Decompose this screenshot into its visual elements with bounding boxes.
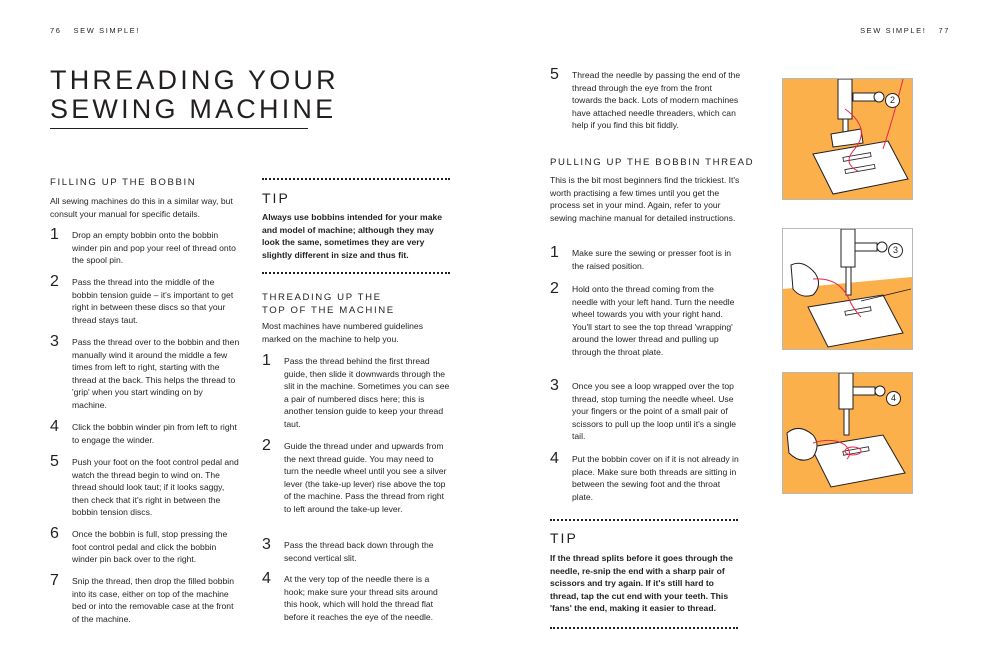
step-text: Pass the thread behind the first thread guide, then slide it downwards through the slit in the machine. Sometimes you can see a pair of numbered discs here; this is another tension guide to keep your thread taut.: [284, 356, 450, 429]
bobbin-heading: FILLING UP THE BOBBIN: [50, 177, 197, 188]
title-line-1: THREADING YOUR: [50, 65, 339, 95]
step-number: 3: [550, 377, 559, 394]
step-text: Pass the thread back down through the second vertical slit.: [284, 540, 434, 563]
step-number: 2: [50, 273, 59, 290]
step-number: 3: [50, 333, 59, 350]
bobbin-thread-heading: PULLING UP THE BOBBIN THREAD: [550, 157, 755, 168]
step-text: Drop an empty bobbin onto the bobbin winder pin and pop your reel of thread onto the spool pin.: [72, 230, 236, 266]
tip2-heading: TIP: [550, 530, 578, 546]
title-rule: [50, 128, 308, 129]
step-number: 7: [50, 572, 59, 589]
figure-pulling-loop: [782, 372, 913, 494]
tip-top-rule: [262, 178, 450, 180]
step-text: Pass the thread over to the bobbin and then manually wind it around the middle a few times from left to right, starting with the thread at the back. This helps the thread to 'grip' when you start winding on by machine.: [72, 337, 240, 410]
step-number: 1: [50, 226, 59, 243]
left-book-title: SEW SIMPLE!: [73, 26, 140, 35]
step-text: Once the bobbin is full, stop pressing the foot control pedal and click the bobbin winder pin back over to the right.: [72, 529, 228, 565]
tip2-top-rule: [550, 519, 738, 521]
top-thread-heading-line-2: TOP OF THE MACHINE: [262, 305, 395, 316]
step-text: Snip the thread, then drop the filled bobbin into its case, either on top of the machine bed or into the removable case at the front of the machine.: [72, 576, 234, 624]
step-number: 4: [50, 418, 59, 435]
step-number: 5: [550, 66, 559, 83]
step-number: 4: [550, 450, 559, 467]
tip-bottom-rule: [262, 272, 450, 274]
top-thread-heading-line-1: THREADING UP THE: [262, 292, 382, 303]
step-text: Make sure the sewing or presser foot is in the raised position.: [572, 248, 732, 271]
right-running-head: [860, 26, 950, 35]
step-text: Pass the thread into the middle of the bobbin tension guide – it's important to get right in between these discs so that your thread stays taut.: [72, 277, 234, 325]
figure-threading-needle: [782, 78, 913, 200]
step-number: 4: [262, 570, 271, 587]
step-number: 1: [550, 244, 559, 261]
figure-number-badge: 3: [888, 243, 903, 258]
tip2-text: If the thread splits before it goes through the needle, re-snip the end with a sharp pair of scissors and try again. If it's still hard to thread, tap the cut end with your teeth. This 'fans' the end, making it easier to thread.: [550, 553, 733, 614]
step-text: Hold onto the thread coming from the needle with your left hand. Turn the needle wheel towards you with your right hand. You'll start to see the top thread 'wrapping' around the lower thread and pulling up through the throat plate.: [572, 284, 735, 357]
step-number: 3: [262, 536, 271, 553]
step-number: 1: [262, 352, 271, 369]
step-number: 5: [50, 453, 59, 470]
step-text: Guide the thread under and upwards from the next thread guide. You may need to turn the needle wheel until you see a silver lever (the take-up lever) rise above the top of the machine. Pass the thread from right to left around the take-up lever.: [284, 441, 447, 514]
page-title: [50, 66, 350, 124]
step-text: Click the bobbin winder pin from left to right to engage the winder.: [72, 422, 237, 445]
top-thread-heading: [262, 291, 395, 317]
left-page-number: 76: [50, 26, 62, 35]
figure-number-badge: 4: [886, 391, 901, 406]
step-number: 2: [262, 437, 271, 454]
step-number: 6: [50, 525, 59, 542]
step-text: Thread the needle by passing the end of the thread through the eye from the front towards the back. Lots of modern machines have attached needle threaders, which can help if you find this bit fiddly.: [572, 70, 741, 131]
step-number: 2: [550, 280, 559, 297]
right-page-number: 77: [938, 26, 950, 35]
top-thread-intro: Most machines have numbered guidelines marked on the machine to help you.: [262, 321, 423, 344]
tip-text: Always use bobbins intended for your make and model of machine; although they may look the same, sometimes they are very slightly different in size and thus fit.: [262, 212, 443, 260]
title-line-2: SEWING MACHINE: [50, 94, 337, 124]
right-book-title: SEW SIMPLE!: [860, 26, 927, 35]
step-text: At the very top of the needle there is a hook; make sure your thread sits around this hook, which will hold the thread flat before it reaches the eye of the needle.: [284, 574, 438, 622]
bobbin-thread-intro: This is the bit most beginners find the trickiest. It's worth practising a few times until you get the process set in your mind. Again, refer to your sewing machine manual for detailed instructions.: [550, 175, 740, 223]
figure-holding-thread: [782, 228, 913, 350]
step-text: Push your foot on the foot control pedal and watch the thread begin to wind on. The thread should look taut; if it looks saggy, then check that it's right in between the bobbin tension discs.: [72, 457, 239, 518]
step-text: Once you see a loop wrapped over the top thread, stop turning the needle wheel. Use your fingers or the point of a small pair of scissors to pull up the loop until it's a single tail.: [572, 381, 737, 442]
bobbin-intro: All sewing machines do this in a similar way, but consult your manual for specific details.: [50, 196, 233, 219]
figure-number-badge: 2: [885, 93, 900, 108]
left-running-head: [50, 26, 140, 35]
tip2-bottom-rule: [550, 627, 738, 629]
tip-heading: TIP: [262, 190, 290, 206]
step-text: Put the bobbin cover on if it is not already in place. Make sure both threads are sitting in between the sewing foot and the throat plate.: [572, 454, 739, 502]
